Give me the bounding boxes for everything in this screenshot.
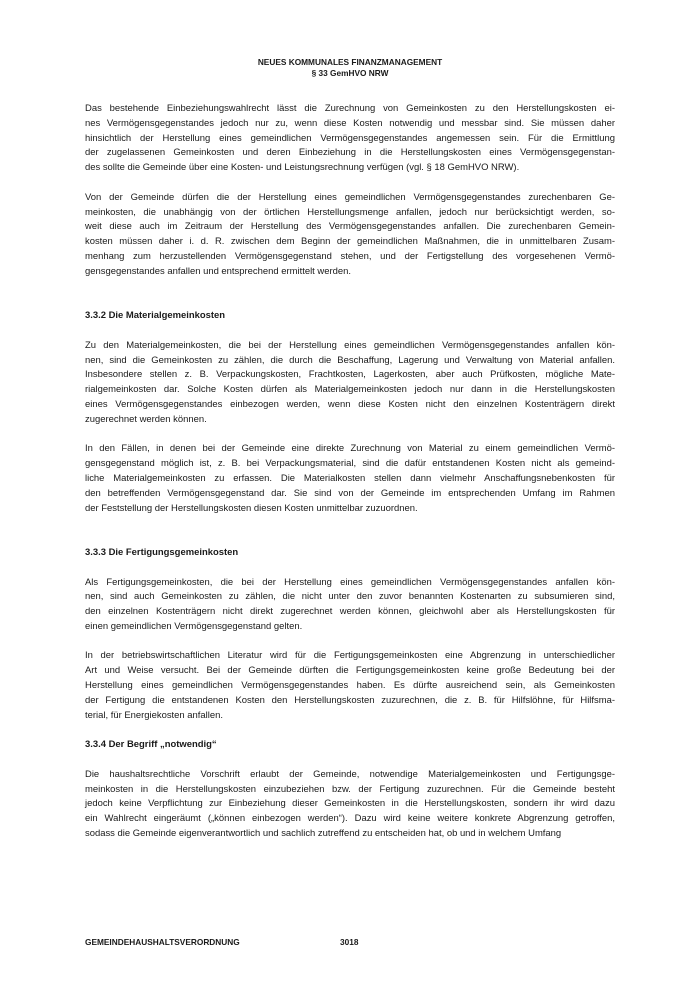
text-line: Zu den Materialgemeinkosten, die bei der Herstellung eines gemeindlichen Vermögensgegenstandes anfallen kön- <box>85 339 615 351</box>
text-line: den betreffenden Vermögensgegenstand dar. Sie sind von der Gemeinde im entsprechenden Umfang im Rahmen <box>85 487 615 499</box>
text-line: rialgemeinkosten dar. Solche Kosten dürfen als Materialgemeinkosten jedoch nur dann in die Herstellungskosten <box>85 384 615 396</box>
text-line: meinkosten, die unabhängig von der örtlichen Herstellungsmenge anfallen, jedoch nur berücksichtigt werden, so- <box>85 206 615 218</box>
text-line: ein Wahlrecht eingeräumt („können einbezogen werden“). Dazu wird keine weitere konkrete Abgrenzung getroffen, <box>85 813 615 825</box>
header-title: NEUES KOMMUNALES FINANZMANAGEMENT <box>257 57 443 67</box>
text-line: Die haushaltsrechtliche Vorschrift erlaubt der Gemeinde, notwendige Materialgemeinkosten und Fertigungsge- <box>85 768 615 780</box>
footer-title: GEMEINDEHAUSHALTSVERORDNUNG <box>85 937 240 947</box>
page-header <box>0 57 700 78</box>
section-heading: 3.3.2 Die Materialgemeinkosten <box>85 310 226 322</box>
paragraph <box>85 576 615 635</box>
text-line: den einzelnen Kostenträgern nicht direkt zugerechnet werden können, gleichwohl aber als Herstellungskosten für <box>85 606 615 618</box>
paragraph <box>85 339 615 428</box>
text-line: der Fertigung die entstandenen Kosten den Herstellungskosten zuzurechnen, die z. B. für Hilfslöhne, für Hilfsma- <box>85 694 615 706</box>
text-line: der zugelassenen Gemeinkosten und deren Einbeziehung in die Herstellungskosten eines Vermögensgegenstan- <box>85 147 615 159</box>
text-line: terial, für Energiekosten anfallen. <box>85 709 223 721</box>
text-line: weit diese auch im Zeitraum der Herstellung des Vermögensgegenstandes anfallen. Die zurechenbaren Gemein- <box>85 221 615 233</box>
text-line: meinkosten in die Herstellungskosten einzubeziehen bzw. der Fertigung zuzurechnen. Für die Gemeinde besteht <box>85 783 615 795</box>
text-line: In den Fällen, in denen bei der Gemeinde eine direkte Zurechnung von Material zu einem gemeindlichen Vermö- <box>85 443 615 455</box>
section-heading: 3.3.3 Die Fertigungsgemeinkosten <box>85 546 239 558</box>
paragraph <box>85 102 615 176</box>
document-body <box>85 102 615 857</box>
text-line: gensgegenstand möglich ist, z. B. bei Verpackungsmaterial, sind die dafür entstandenen Kosten nicht als gemeind- <box>85 458 615 470</box>
text-line: gensgegenstandes anfallen und entsprechend ermittelt werden. <box>85 265 352 277</box>
text-line: zugerechnet werden können. <box>85 413 207 425</box>
text-line: eines Vermögensgegenstandes einbezogen werden, wenn diese Kosten nicht den einzelnen Kostenträgern direkt <box>85 398 615 410</box>
text-line: menhang zum herzustellenden Vermögensgegenstand stehen, und der Fertigstellung des vorgesehenen Vermö- <box>85 250 615 262</box>
text-line: nes Vermögensgegenstandes jedoch nur zu, wenn diese Kosten notwendig und messbar sind. Sie müssen daher <box>85 117 615 129</box>
text-line: hinsichtlich der Herstellung eines gemeindlichen Vermögensgegenstandes angemessen sein. Für die Ermittlung <box>85 132 615 144</box>
text-line: nen, sind die Gemeinkosten zu zählen, die durch die Beschaffung, Lagerung und Verwaltung von Material anfallen. <box>85 354 615 366</box>
paragraph <box>85 649 615 723</box>
text-line: des sollte die Gemeinde über eine Kosten- und Leistungsrechnung verfügen (vgl. § 18 GemHVO NRW). <box>85 162 520 174</box>
text-line: nen, sind auch Gemeinkosten zu zählen, die nicht unter den zuvor benannten Kostenarten zu subsumieren sind, <box>85 591 615 603</box>
text-line: Als Fertigungsgemeinkosten, die bei der Herstellung eines gemeindlichen Vermögensgegenstandes anfallen kön- <box>85 576 615 588</box>
text-line: Herstellung eines gemeindlichen Vermögensgegenstandes haben. Es dürfte ausreichend sein, als Gemeinkosten <box>85 680 615 692</box>
section-heading: 3.3.4 Der Begriff „notwendig“ <box>85 739 217 751</box>
text-line: Von der Gemeinde dürfen die der Herstellung eines gemeindlichen Vermögensgegenstandes zurechenbaren Ge- <box>85 191 615 203</box>
text-line: liche Materialgemeinkosten zu erfassen. Die Materialkosten stellen dann vielmehr Anschaffungsnebenkosten für <box>85 472 615 484</box>
text-line: Das bestehende Einbeziehungswahlrecht lässt die Zurechnung von Gemeinkosten zu den Herstellungskosten ei- <box>85 103 615 114</box>
text-line: Art und Weise versucht. Bei der Gemeinde dürften die Fertigungsgemeinkosten keine große Bedeutung bei der <box>85 665 615 677</box>
paragraph <box>85 442 615 516</box>
paragraph <box>85 768 615 842</box>
text-line: der Feststellung der Herstellungskosten diesen Kosten unmittelbar zuzuordnen. <box>85 502 418 514</box>
page-number: 3018 <box>340 937 359 947</box>
text-line: sodass die Gemeinde eigenverantwortlich und sachlich zutreffend zu entscheiden hat, ob und in welchem Umfang <box>85 828 562 840</box>
header-subtitle: § 33 GemHVO NRW <box>311 67 389 78</box>
text-line: Insbesondere stellen z. B. Verpackungskosten, Frachtkosten, Lagerkosten, aber auch Prüfkosten, mögliche Mate- <box>85 369 615 381</box>
paragraph <box>85 191 615 280</box>
text-line: jedoch keine Verpflichtung zur Einbeziehung dieser Gemeinkosten in die Herstellungskosten, sondern ihr wird dazu <box>85 798 615 810</box>
text-line: kosten müssen daher i. d. R. zwischen dem Beginn der gemeindlichen Maßnahmen, die in unmittelbaren Zusam- <box>85 236 615 248</box>
text-line: In der betriebswirtschaftlichen Literatur wird für die Fertigungsgemeinkosten eine Abgrenzung in unterschiedlicher <box>85 650 615 662</box>
text-line: einen gemeindlichen Vermögensgegenstand gelten. <box>85 620 303 632</box>
